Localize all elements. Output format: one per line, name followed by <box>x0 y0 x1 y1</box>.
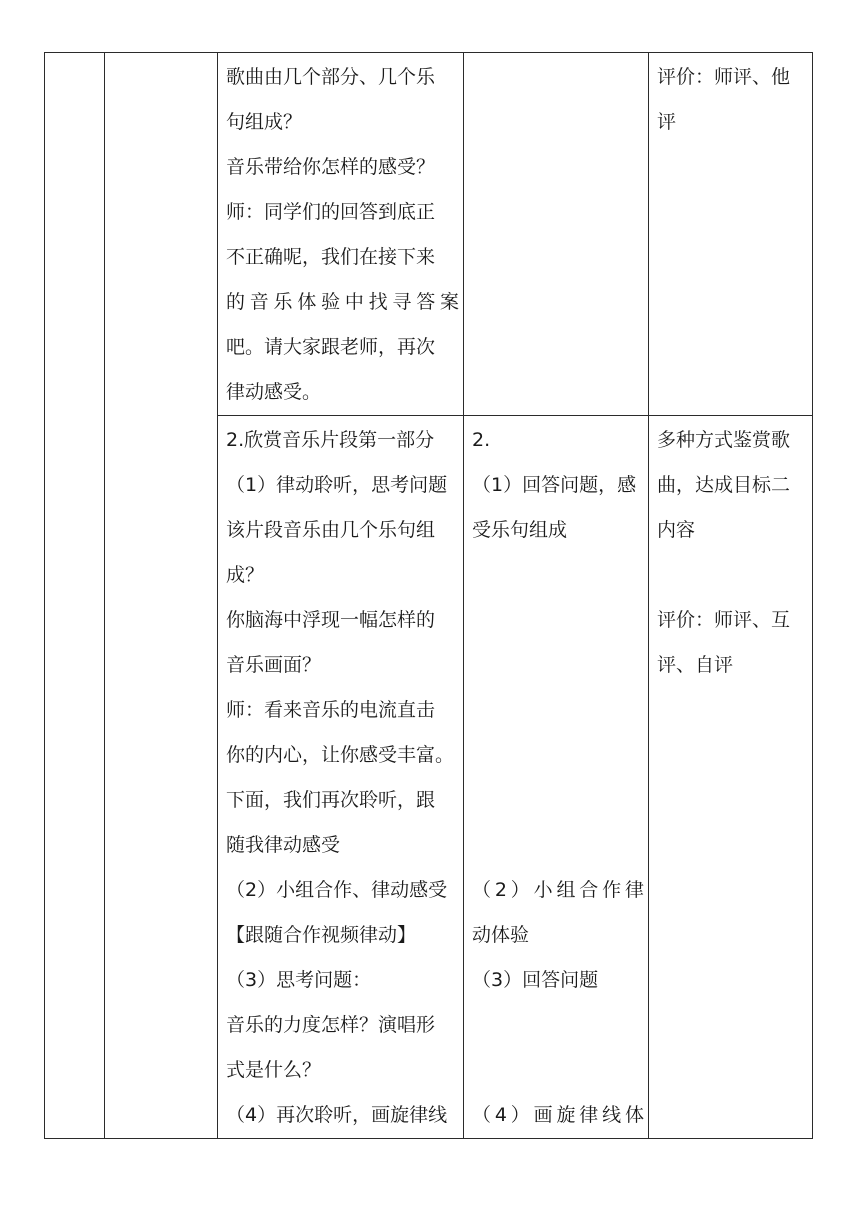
text-line: 动体验 <box>472 924 530 946</box>
text-line: 下面，我们再次聆听，跟 <box>226 789 436 811</box>
text-line: 内容 <box>657 519 696 541</box>
text-line: 歌曲由几个部分、几个乐 <box>226 66 436 88</box>
text-line: 律动感受。 <box>226 381 322 403</box>
student-activity-cell <box>464 416 649 1139</box>
design-intent-cell <box>649 416 813 1139</box>
text-line: 句组成？ <box>226 111 303 133</box>
section-cell <box>105 53 218 1139</box>
text-line: （3）回答问题 <box>472 969 599 991</box>
text-line: 随我律动感受 <box>226 834 341 856</box>
text-line: 音乐带给你怎样的感受？ <box>226 156 436 178</box>
text-line: 你脑海中浮现一幅怎样的 <box>226 609 436 631</box>
text-line: 不正确呢，我们在接下来 <box>226 246 436 268</box>
text-line: 曲，达成目标二 <box>657 474 791 496</box>
text-line: 多种方式鉴赏歌 <box>657 429 791 451</box>
text-line: 师：看来音乐的电流直击 <box>226 699 436 721</box>
lesson-plan-table <box>44 52 813 1139</box>
text-line: 式是什么？ <box>226 1059 322 1081</box>
text-line: 受乐句组成 <box>472 519 568 541</box>
teacher-activity-cell <box>218 53 464 416</box>
text-line: （4）再次聆听，画旋律线 <box>226 1104 448 1126</box>
text-line: 评、自评 <box>657 654 734 676</box>
text-line: 吧。请大家跟老师，再次 <box>226 336 436 358</box>
stage-cell <box>45 53 105 1139</box>
design-intent-cell <box>649 53 813 416</box>
text-line: 2. <box>472 429 491 451</box>
text-line: 音乐的力度怎样？演唱形 <box>226 1014 436 1036</box>
student-activity-cell <box>464 53 649 416</box>
table-row <box>45 53 813 416</box>
text-line: （2）小组合作律 <box>472 879 644 901</box>
text-line: 评价：师评、互 <box>657 609 791 631</box>
text-line: 你的内心，让你感受丰富。 <box>226 744 455 766</box>
text-line: （1）律动聆听，思考问题 <box>226 474 448 496</box>
text-line: 成？ <box>226 564 265 586</box>
text-line: 音乐画面？ <box>226 654 322 676</box>
text-line: 师：同学们的回答到底正 <box>226 201 436 223</box>
text-line: 2.欣赏音乐片段第一部分 <box>226 429 435 451</box>
text-line: 【跟随合作视频律动】 <box>226 924 417 946</box>
text-line: 的音乐体验中找寻答案 <box>226 291 459 313</box>
text-line: （1）回答问题，感 <box>472 474 637 496</box>
spacer <box>472 553 644 868</box>
text-line: （4）画旋律线体 <box>472 1104 644 1126</box>
teacher-activity-cell <box>218 416 464 1139</box>
text-line: 评 <box>657 111 677 133</box>
text-line: （3）思考问题： <box>226 969 372 991</box>
spacer <box>472 1003 644 1093</box>
text-line: 该片段音乐由几个乐句组 <box>226 519 436 541</box>
spacer <box>657 553 808 598</box>
text-line: 评价：师评、他 <box>657 66 791 88</box>
text-line: （2）小组合作、律动感受 <box>226 879 448 901</box>
